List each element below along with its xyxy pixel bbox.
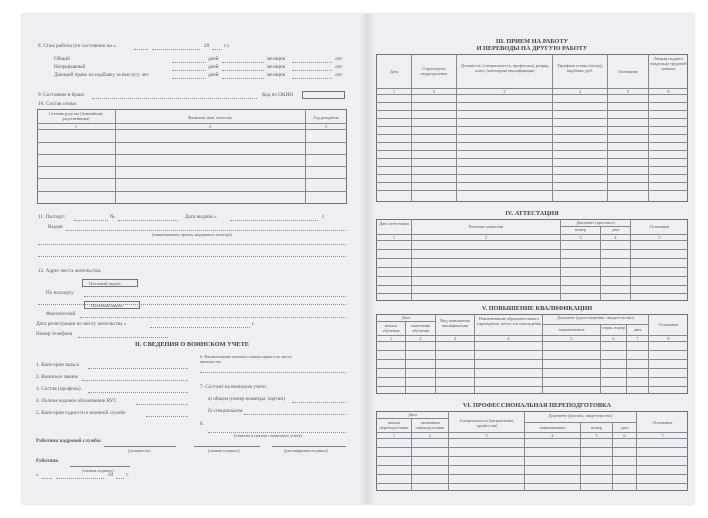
stazh-month-line xyxy=(152,49,200,50)
s6-row xyxy=(376,447,688,448)
s3-row xyxy=(376,174,688,175)
s5-col-number: 6 xyxy=(612,336,615,341)
s5-col-header: Вид повышения квалификации xyxy=(440,318,470,328)
s6-col-number: 2 xyxy=(428,433,432,438)
s4-row xyxy=(376,249,688,250)
military-line xyxy=(82,380,188,381)
s4-col-divider xyxy=(411,219,412,301)
s6-col-header: Дата xyxy=(408,412,417,417)
s3-header-divider xyxy=(376,94,688,95)
page-fold xyxy=(360,14,374,504)
s6-header-divider xyxy=(376,438,688,439)
s4-col-header: Решение комиссии xyxy=(468,224,504,229)
s5-col-divider xyxy=(474,314,475,394)
s6-row xyxy=(376,465,688,466)
okin-label: Код по ОКИН xyxy=(262,92,293,98)
s5-subheader-divider xyxy=(542,324,648,325)
s4-row xyxy=(376,276,688,277)
stazh-unit-months: месяцев xyxy=(267,56,285,62)
military-line xyxy=(88,392,188,393)
stazh-years-line xyxy=(292,70,332,71)
s6-row xyxy=(376,483,688,484)
military-line xyxy=(244,414,346,415)
worker-caption: (личная подпись) xyxy=(82,468,114,473)
s5-col-header: Дата xyxy=(401,315,411,320)
worker-day-line xyxy=(42,478,52,479)
passport-caption: (наименование органа, выдавшего паспорт) xyxy=(152,232,232,237)
s3-col-number: 3 xyxy=(503,89,506,94)
military-title: II. СВЕДЕНИЯ О ВОИНСКОМ УЧЕТЕ xyxy=(134,341,250,348)
s4-col-number: 4 xyxy=(614,235,617,240)
family-col-number: 1 xyxy=(74,124,78,129)
s4-row xyxy=(376,285,688,286)
s3-col-header: Личная подпись владельца трудовой книжки xyxy=(650,56,687,71)
s3-row xyxy=(376,166,688,167)
family-col-header: Год рождения xyxy=(313,115,339,120)
s5-col-divider xyxy=(542,314,543,394)
address-actual-line xyxy=(80,317,346,318)
military-item: 2. Воинское звание xyxy=(36,374,79,380)
stazh-row-label: Дающий право на надбавку за выслугу лет xyxy=(54,72,149,78)
military-item: 3. Состав (профиль) xyxy=(36,386,81,392)
s4-row xyxy=(376,258,688,259)
military-line xyxy=(292,402,346,403)
military-line xyxy=(200,372,346,373)
s5-col-header: Основание xyxy=(658,322,679,327)
family-row-divider xyxy=(37,142,347,143)
s6-col-number: 7 xyxy=(661,433,664,438)
s3-row xyxy=(376,142,688,143)
passport-label: 11. Паспорт: xyxy=(38,214,66,220)
stazh-months-line xyxy=(222,70,264,71)
passport-series-line xyxy=(74,220,108,221)
stazh-year-line xyxy=(212,49,222,50)
okin-code-box[interactable] xyxy=(302,91,345,99)
s6-col-header: окончания переподготовки xyxy=(415,420,445,430)
s5-col-header: окончания обучения xyxy=(410,323,431,333)
stazh-unit-months: месяцев xyxy=(267,64,285,70)
stazh-years-line xyxy=(292,78,332,79)
passport-issued-by-label: Выдан xyxy=(48,224,63,230)
s6-col-divider xyxy=(448,411,449,491)
s3-col-header: Тарифная ставка (оклад), надбавка, руб. xyxy=(556,63,604,73)
s5-col-header: Документ (удостоверение, свидетельство) xyxy=(557,315,634,320)
hr-label: Работник кадровой службы xyxy=(36,438,101,444)
family-row-divider xyxy=(37,178,347,179)
address-reg-year-label: г. xyxy=(252,321,255,327)
postcode-label: Почтовый индекс xyxy=(91,303,124,308)
s5-col-number: 4 xyxy=(507,336,510,341)
s5-col-number: 1 xyxy=(389,336,393,341)
s6-col-header: дата xyxy=(620,425,629,430)
stazh-days-line xyxy=(172,62,206,63)
s5-row xyxy=(376,368,688,369)
hr-position-line xyxy=(104,446,176,447)
s4-col-number: 5 xyxy=(658,235,661,240)
s4-col-header: номер xyxy=(574,227,587,232)
stazh-days-line xyxy=(172,70,206,71)
postcode-box[interactable] xyxy=(84,301,140,309)
s5-row xyxy=(376,377,688,378)
passport-number-sign: № xyxy=(110,214,115,220)
s4-col-number: 2 xyxy=(484,235,488,240)
military-item: 5. Категория годности к военной службе xyxy=(36,410,126,416)
military-item: 7. Состоит на воинском учете: xyxy=(200,384,267,390)
worker-year: 20 xyxy=(108,472,114,478)
passport-extra-line xyxy=(38,244,346,245)
family-row-divider xyxy=(37,166,347,167)
postcode-label: Почтовый индекс xyxy=(89,281,122,286)
s6-subheader-divider xyxy=(524,422,636,423)
stazh-months-line xyxy=(222,62,264,63)
stazh-row-label: Непрерывный xyxy=(54,64,86,70)
s5-col-number: 7 xyxy=(636,336,639,341)
address-reg-date-label: Дата регистрации по месту жительства « xyxy=(36,321,127,327)
s4-row xyxy=(376,267,688,268)
stazh-title: 8. Стаж работы (по состоянию на « xyxy=(38,43,116,49)
passport-number-line xyxy=(118,220,178,221)
military-line xyxy=(88,368,188,369)
s6-col-header: Основание xyxy=(652,420,673,425)
personal-card-spread xyxy=(22,14,694,504)
postcode-box[interactable] xyxy=(82,279,138,287)
worker-date-open: « xyxy=(36,472,39,478)
stazh-unit-years: лет xyxy=(335,72,343,78)
address-by-passport-label: По паспорту xyxy=(46,290,74,296)
hr-name-line xyxy=(272,446,346,447)
s4-col-header: Документ (протокол) xyxy=(576,220,615,225)
s5-row xyxy=(376,386,688,387)
s5-col-header: серия, номер xyxy=(601,325,626,330)
worker-signature-line xyxy=(70,466,130,467)
stazh-months-line xyxy=(222,78,264,79)
military-item: б) специальном xyxy=(208,408,243,414)
s4-col-header: Дата аттестации xyxy=(379,221,409,226)
s5-col-header: начала обучения xyxy=(382,323,400,333)
passport-issued-by-line xyxy=(66,230,346,231)
s3-col-header: Основание xyxy=(618,69,638,74)
s5-col-number: 8 xyxy=(667,336,670,341)
military-line xyxy=(136,404,188,405)
phone-line xyxy=(78,337,168,338)
passport-extra-line xyxy=(38,256,346,257)
s5-title: V. ПОВЫШЕНИЕ КВАЛИФИКАЦИИ xyxy=(481,305,593,312)
family-col-header: Фамилия, имя, отчество xyxy=(187,115,233,120)
military-item: а) общем (номер команды, партии) xyxy=(208,396,285,402)
stazh-unit-days: дней xyxy=(208,64,219,70)
s3-title-2: И ПЕРЕВОДЫ НА ДРУГУЮ РАБОТУ xyxy=(476,45,588,52)
worker-year-end: г. xyxy=(126,472,129,478)
s6-row xyxy=(376,474,688,475)
stazh-unit-days: дней xyxy=(208,56,219,62)
s3-col-number: 5 xyxy=(626,89,630,94)
address-actual-label: Фактический xyxy=(46,311,76,317)
family-col-header: Степень родства (ближайшие родственники) xyxy=(49,111,103,121)
s6-col-divider xyxy=(524,411,525,491)
s3-col-header: Дата xyxy=(389,69,399,74)
s3-col-header: Структурное подразделение xyxy=(420,66,448,76)
worker-year-line xyxy=(116,478,124,479)
s3-col-number: 1 xyxy=(392,89,396,94)
s5-col-number: 3 xyxy=(453,336,457,341)
s3-col-number: 6 xyxy=(667,89,670,94)
s5-header-divider xyxy=(376,341,688,342)
stazh-year-end: г.) xyxy=(224,43,229,49)
address-reg-date-line xyxy=(150,327,250,328)
military-item: 4. Полное кодовое обозначение ВУС xyxy=(36,398,117,404)
s3-row xyxy=(376,134,688,135)
s3-title-1: III. ПРИЕМ НА РАБОТУ xyxy=(495,38,569,45)
s6-subheader-divider xyxy=(376,418,448,419)
s6-col-number: 5 xyxy=(595,433,598,438)
s3-row xyxy=(376,110,688,111)
marital-line xyxy=(92,98,257,99)
worker-label: Работник xyxy=(36,458,59,464)
s4-row xyxy=(376,293,688,294)
s6-col-header: номер xyxy=(590,425,603,430)
s3-table xyxy=(376,54,688,202)
passport-year-label: г. xyxy=(322,214,325,220)
s5-subheader-divider xyxy=(376,321,435,322)
stazh-unit-months: месяцев xyxy=(267,72,285,78)
stazh-years-line xyxy=(292,62,332,63)
s4-title: IV. АТТЕСТАЦИЯ xyxy=(505,210,559,217)
s5-col-header: наименование xyxy=(558,327,585,332)
s4-col-header: дата xyxy=(611,227,620,232)
military-caption: (отметка о снятии с воинского учета) xyxy=(234,433,302,438)
family-header-divider xyxy=(37,129,347,130)
s3-col-number: 2 xyxy=(432,89,436,94)
stazh-row-label: Общий xyxy=(54,56,70,62)
s3-col-number: 4 xyxy=(578,89,582,94)
s4-col-divider xyxy=(630,219,631,301)
s5-row xyxy=(376,350,688,351)
family-col-number: 2 xyxy=(208,124,212,129)
family-row-divider xyxy=(37,154,347,155)
s3-col-divider xyxy=(456,54,457,202)
s5-col-header: дата xyxy=(633,327,642,332)
s3-row xyxy=(376,126,688,127)
phone-label: Номер телефона xyxy=(36,331,73,337)
family-title: 10. Состав семьи: xyxy=(38,101,78,107)
s5-col-number: 5 xyxy=(570,336,573,341)
s3-col-header: Должность (специальность, профессия), разряд, класс (категория) квалификации xyxy=(460,63,550,73)
family-col-number: 3 xyxy=(324,124,328,129)
s4-col-number: 3 xyxy=(579,235,582,240)
s3-col-divider xyxy=(607,54,608,202)
address-by-passport-line xyxy=(84,296,346,297)
s6-col-header: начала переподготовки xyxy=(379,420,409,430)
family-row-divider xyxy=(37,191,347,192)
stazh-unit-years: лет xyxy=(335,64,343,70)
s5-row xyxy=(376,359,688,360)
s3-col-divider xyxy=(411,54,412,202)
s4-table xyxy=(376,219,688,301)
hr-caption: (личная подпись) xyxy=(208,448,240,453)
s3-col-divider xyxy=(648,54,649,202)
passport-issued-date-label: Дата выдачи « xyxy=(185,214,217,220)
s6-col-number: 1 xyxy=(392,433,396,438)
s6-col-header: Документ (диплом, свидетельство) xyxy=(548,413,613,418)
military-item: 1. Категория запаса xyxy=(36,362,79,368)
s6-title: VI. ПРОФЕССИОНАЛЬНАЯ ПЕРЕПОДГОТОВКА xyxy=(462,402,612,409)
s3-row xyxy=(376,150,688,151)
s4-col-number: 1 xyxy=(392,235,396,240)
stazh-unit-years: лет xyxy=(335,56,343,62)
address-title: 12. Адрес места жительства: xyxy=(38,268,102,274)
s3-row xyxy=(376,102,688,103)
s6-col-header: Специальность (направление, профессия) xyxy=(459,418,515,428)
s3-row xyxy=(376,158,688,159)
s6-col-number: 4 xyxy=(551,433,554,438)
marital-label: 9. Состояние в браке xyxy=(38,92,84,98)
s6-col-number: 3 xyxy=(485,433,488,438)
s6-col-number: 6 xyxy=(623,433,626,438)
s5-col-header: Наименование образовательного учреждения, место его нахождения xyxy=(476,316,542,326)
s6-col-header: наименование xyxy=(539,425,566,430)
hr-caption: (должность) xyxy=(128,448,151,453)
worker-month-line xyxy=(56,478,104,479)
stazh-unit-days: дней xyxy=(208,72,219,78)
s4-col-header: Основание xyxy=(649,224,670,229)
military-line xyxy=(146,416,188,417)
stazh-days-line xyxy=(172,78,206,79)
s4-header-divider xyxy=(376,240,688,241)
hr-caption: (расшифровка подписи) xyxy=(284,448,328,453)
s3-row xyxy=(376,182,688,183)
s6-row xyxy=(376,456,688,457)
stazh-day-line xyxy=(134,49,148,50)
s3-row xyxy=(376,118,688,119)
stazh-year: 20 xyxy=(204,43,210,49)
military-item: 6. Наименование военного комиссариата по месту жительства xyxy=(200,354,292,364)
passport-issued-date-line xyxy=(230,220,318,221)
s5-col-number: 2 xyxy=(419,336,422,341)
hr-signature-line xyxy=(194,446,260,447)
s3-row xyxy=(376,190,688,191)
military-item: 8. xyxy=(200,421,204,427)
s3-col-divider xyxy=(552,54,553,202)
